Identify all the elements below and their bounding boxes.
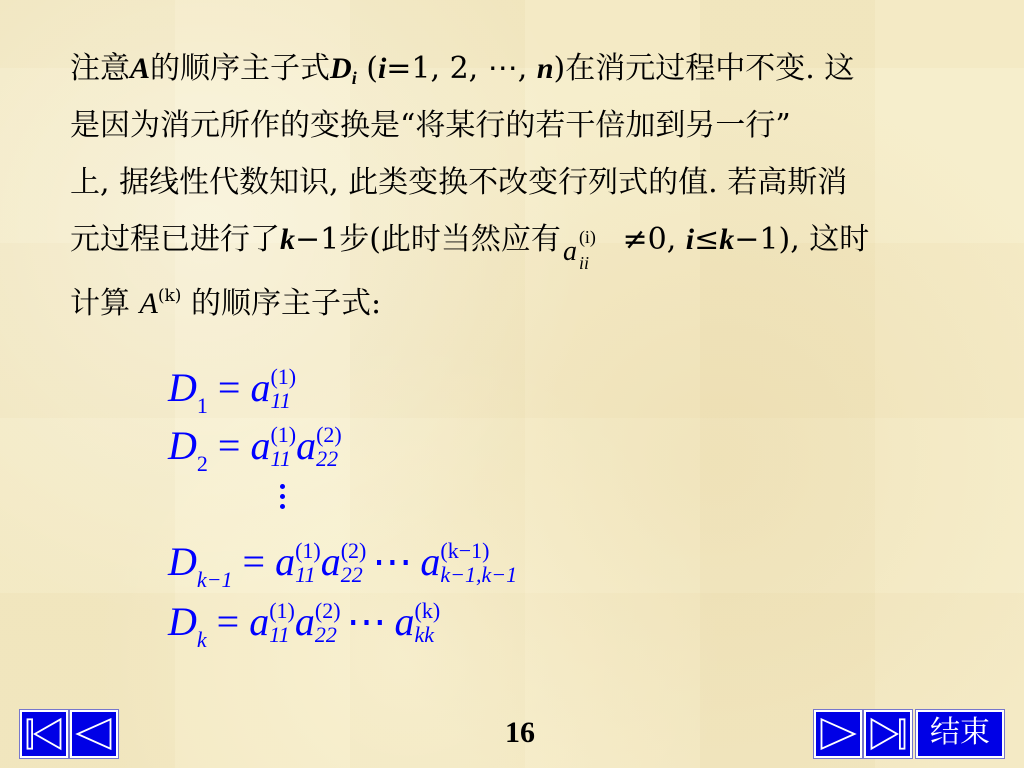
skip-to-first-icon (22, 712, 66, 756)
index-symbol: i (377, 52, 387, 85)
pivot-term (249, 598, 295, 658)
pivot-term (420, 538, 517, 598)
pivot-base: a (249, 599, 270, 644)
ellipsis: ⋯ (346, 599, 389, 644)
paragraph-line-2: 是因为消元所作的变换是“将某行的若干倍加到另一行” (70, 108, 791, 143)
pivot-base: a (296, 423, 317, 468)
pivot-superscript: (2) (314, 598, 341, 623)
minor-subscript: 1 (196, 393, 208, 418)
formula-d2 (168, 422, 342, 482)
pivot-term (275, 538, 321, 598)
step-symbol: k (280, 223, 295, 256)
minor-symbol: D (330, 52, 352, 85)
pivot-superscript: (1) (295, 538, 321, 563)
text-segment: −1), 这时 (734, 222, 870, 257)
matrix-superscript: (k) (157, 286, 182, 306)
first-slide-button[interactable] (20, 710, 68, 758)
pivot-base: a (250, 423, 271, 468)
text-segment: ( (356, 51, 378, 86)
vertical-ellipsis (278, 484, 288, 514)
pivot-term (295, 598, 341, 658)
index-symbol: i (685, 223, 695, 256)
formula-dk-minus-1 (168, 538, 517, 598)
step-symbol: k (719, 223, 735, 256)
minor-subscript: k (196, 627, 207, 652)
pivot-term (296, 422, 342, 482)
pivot-superscript: (1) (270, 364, 297, 389)
formula-d1 (168, 364, 296, 424)
index-symbol: n (536, 52, 554, 85)
minor-subscript: i (351, 68, 357, 88)
pivot-superscript: (1) (269, 598, 295, 623)
pivot-base: a (562, 236, 577, 267)
pivot-subscript: 22 (314, 622, 337, 647)
pivot-superscript: (k) (414, 598, 441, 623)
body-paragraph (70, 40, 960, 325)
pivot-superscript: (k−1) (440, 538, 490, 563)
next-icon (816, 712, 860, 756)
previous-icon (72, 712, 116, 756)
pivot-term (321, 538, 367, 598)
pivot-subscript: ii (578, 253, 589, 273)
paragraph-line-5 (70, 268, 960, 325)
minor-subscript: 2 (196, 451, 208, 476)
pivot-base: a (320, 539, 341, 584)
page-number: 16 (505, 716, 535, 749)
pivot-base: a (394, 599, 415, 644)
text-segment: 的顺序主子式 (150, 51, 331, 86)
pivot-subscript: k−1,k−1 (440, 562, 518, 587)
text-segment: −1步(此时当然应有 (295, 222, 561, 257)
paragraph-line-4 (70, 211, 960, 273)
pivot-element (561, 219, 613, 273)
minor-symbol: D (168, 423, 197, 468)
paragraph-line-3: 上, 据线性代数知识, 此类变换不改变行列式的值. 若高斯消 (70, 165, 848, 200)
pivot-subscript: kk (414, 622, 435, 647)
end-show-button[interactable]: 结束 (916, 710, 1004, 758)
pivot-superscript: (1) (270, 422, 297, 447)
text-segment: )在消元过程中不变. 这 (553, 51, 855, 86)
pivot-subscript: 11 (270, 446, 291, 471)
equals-sign: = (217, 365, 241, 410)
minor-subscript: k−1 (196, 567, 233, 592)
pivot-superscript: (2) (316, 422, 342, 447)
ellipsis: ⋯ (372, 539, 415, 584)
matrix-symbol: A (139, 287, 158, 320)
pivot-term (250, 364, 296, 424)
paragraph-line-1 (70, 40, 960, 97)
previous-slide-button[interactable] (70, 710, 118, 758)
last-slide-button[interactable] (864, 710, 912, 758)
text-segment: =1, 2, ⋯, (386, 51, 537, 86)
text-segment: 的顺序主子式: (181, 286, 382, 321)
pivot-superscript: (2) (340, 538, 367, 563)
text-segment: 计算 (70, 286, 140, 321)
pivot-base: a (294, 599, 315, 644)
pivot-base: a (250, 365, 271, 410)
minor-symbol: D (168, 599, 197, 644)
equals-sign: = (216, 599, 240, 644)
pivot-subscript: 22 (316, 446, 339, 471)
matrix-symbol: A (130, 52, 151, 85)
pivot-base: a (420, 539, 441, 584)
text-segment: 注意 (70, 51, 130, 86)
text-segment: ≤ (694, 222, 720, 257)
pivot-subscript: 22 (340, 562, 363, 587)
minor-symbol: D (168, 539, 197, 584)
minor-symbol: D (168, 365, 197, 410)
pivot-subscript: 11 (269, 622, 290, 647)
pivot-term (250, 422, 296, 482)
formula-dk (168, 598, 440, 658)
pivot-subscript: 11 (270, 388, 291, 413)
skip-to-last-icon (866, 712, 910, 756)
equals-sign: = (217, 423, 241, 468)
pivot-subscript: 11 (295, 562, 316, 587)
pivot-term (395, 598, 441, 658)
next-slide-button[interactable] (814, 710, 862, 758)
equals-sign: = (242, 539, 266, 584)
pivot-superscript: (i) (578, 227, 596, 247)
text-segment: ≠0, (612, 222, 686, 257)
text-segment: 元过程已进行了 (70, 222, 280, 257)
pivot-base: a (275, 539, 296, 584)
